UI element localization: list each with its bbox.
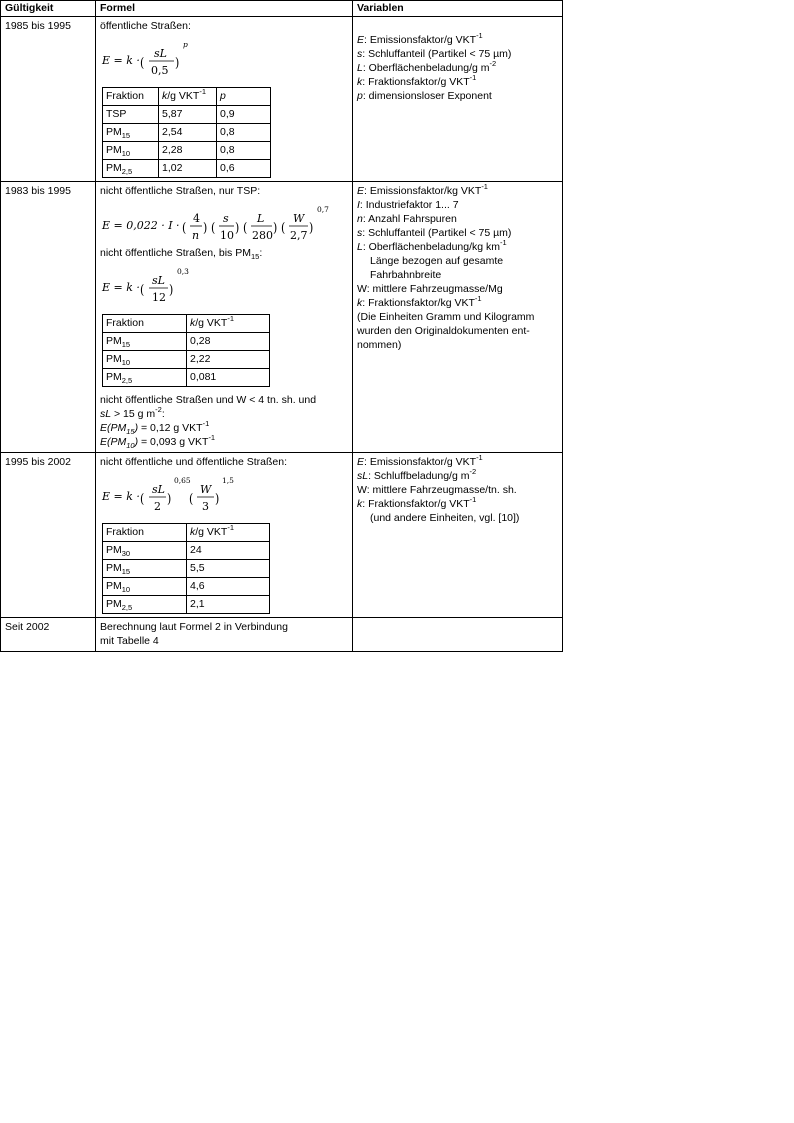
validity-cell: 1985 bis 1995 — [1, 17, 96, 182]
svg-text:): ) — [215, 491, 220, 507]
formula-intro: nicht öffentliche und öffentliche Straßen: — [100, 456, 287, 468]
header-variables: Variablen — [353, 1, 563, 17]
formula-cell — [96, 17, 353, 182]
validity-cell: 1995 bis 2002 — [1, 453, 96, 618]
variable-line: k: Fraktionsfaktor/g $VKT^{-1}$ — [357, 73, 477, 88]
svg-text:): ) — [169, 282, 174, 298]
formula-denominator: 0,5 — [151, 64, 169, 77]
variable-line: s: Schluffanteil (Partikel < 75 µm) — [357, 48, 512, 60]
svg-text:E = k ·: E = k · — [102, 490, 140, 503]
svg-text:2: 2 — [154, 500, 161, 513]
table-row — [1, 453, 563, 618]
svg-text:sL: sL — [152, 483, 165, 496]
variable-line: W: mittlere Fahrzeugmasse/Mg — [357, 283, 503, 295]
svg-text:): ) — [175, 55, 180, 71]
fraction-table-2 — [102, 314, 270, 387]
svg-text:0,65: 0,65 — [174, 476, 191, 485]
variable-line: E: Emissionsfaktor/g $VKT^{-1}$ — [357, 453, 483, 468]
svg-text:12: 12 — [152, 291, 166, 304]
formula-cell: Berechnung laut Formel 2 in Verbindung mit Tabelle 4 — [96, 618, 353, 652]
variable-line: L: Oberflächenbeladung/kg $km^{-1}$ — [357, 238, 507, 253]
fraction-table-1 — [102, 87, 271, 178]
formula-intro: nicht öffentliche Straßen, nur TSP: — [100, 185, 261, 197]
header-formula: Formel — [96, 1, 353, 17]
table-row: $PM_{2,5}$ 1,02 0,6 — [103, 160, 271, 178]
header-row — [1, 1, 563, 17]
variables-cell — [353, 453, 563, 618]
svg-text:n: n — [192, 229, 200, 242]
table-row: $PM_{15}$ 0,28 — [103, 333, 270, 351]
validity-cell: 1983 bis 1995 — [1, 182, 96, 453]
variable-line: I: Industriefaktor 1... 7 — [357, 199, 459, 211]
formula-1 — [100, 37, 349, 81]
variable-line: sL: Schluffbeladung/g $m^{-2}$ — [357, 467, 477, 482]
svg-text:sL: sL — [152, 274, 165, 287]
table-row: $PM_{10}$ 2,28 0,8 — [103, 142, 271, 160]
unit-note: nommen) — [357, 339, 402, 351]
sub-header-k: k/g $VKT^{-1}$ — [159, 88, 217, 106]
variable-line: E: Emissionsfaktor/kg $VKT^{-1}$ — [357, 182, 488, 197]
sub-header-p: p — [217, 88, 271, 106]
svg-text:3: 3 — [202, 500, 209, 513]
formula-cell — [96, 182, 353, 453]
table-row: $PM_{10}$ 4,6 — [103, 578, 270, 596]
header-validity: Gültigkeit — [1, 1, 96, 17]
table-row: TSP 5,87 0,9 — [103, 106, 271, 124]
formula-lhs: E = k · — [102, 54, 140, 67]
svg-text:(: ( — [189, 491, 194, 507]
table-row — [1, 618, 563, 652]
formula-3 — [100, 473, 349, 517]
table-row — [1, 182, 563, 453]
emission-formula-table — [0, 0, 563, 652]
svg-text:(: ( — [281, 220, 286, 236]
note-line: nicht öffentliche Straßen und W < 4 tn. sh. und — [100, 394, 317, 406]
svg-text:): ) — [309, 220, 314, 236]
svg-text:(: ( — [211, 220, 216, 236]
formula-numerator: sL — [154, 47, 167, 60]
formula-2b — [100, 264, 349, 308]
svg-text:(: ( — [182, 220, 187, 236]
variables-cell — [353, 182, 563, 453]
svg-text:s: s — [223, 212, 229, 225]
sub-header-fraction: Fraktion — [103, 88, 159, 106]
svg-text:): ) — [167, 491, 172, 507]
variable-line: L: Oberflächenbeladung/g $m^{-2}$ — [357, 59, 497, 74]
formula-intro: nicht öffentliche Straßen, bis $PM_{15}$: — [100, 247, 263, 261]
svg-text:E = 0,022 · I ·: E = 0,022 · I · — [102, 219, 180, 232]
variable-line: W: mittlere Fahrzeugmasse/tn. sh. — [357, 484, 517, 496]
svg-text:10: 10 — [220, 229, 234, 242]
note-line: $E(PM_{10}) = 0,093$ g $VKT^{-1}$ — [100, 433, 216, 450]
sub-header-row — [103, 88, 271, 106]
variable-line: n: Anzahl Fahrspuren — [357, 213, 457, 225]
svg-text:(: ( — [243, 220, 248, 236]
svg-text:0,3: 0,3 — [177, 267, 189, 276]
svg-text:): ) — [273, 220, 278, 236]
svg-text:4: 4 — [193, 212, 200, 225]
table-row: $PM_{2,5}$ 2,1 — [103, 596, 270, 614]
variable-cont: (und andere Einheiten, vgl. [10]) — [370, 512, 520, 524]
svg-text:0,7: 0,7 — [317, 205, 329, 214]
unit-note: wurden den Originaldokumenten ent- — [357, 325, 530, 337]
variables-cell — [353, 618, 563, 652]
svg-text:(: ( — [140, 282, 145, 298]
table-row: $PM_{10}$ 2,22 — [103, 351, 270, 369]
table-row: $PM_{15}$ 5,5 — [103, 560, 270, 578]
svg-text:(: ( — [140, 55, 145, 71]
svg-text:E = k ·: E = k · — [102, 281, 140, 294]
variable-cont: Länge bezogen auf gesamte — [370, 255, 504, 267]
unit-note: (Die Einheiten Gramm und Kilogramm — [357, 311, 535, 323]
table-row: $PM_{15}$ 2,54 0,8 — [103, 124, 271, 142]
sub-header-row: Fraktion k/g $VKT^{-1}$ — [103, 315, 270, 333]
table-row: $PM_{2,5}$ 0,081 — [103, 369, 270, 387]
variable-line: k: Fraktionsfaktor/g $VKT^{-1}$ — [357, 495, 477, 510]
variable-line: k: Fraktionsfaktor/kg $VKT^{-1}$ — [357, 294, 482, 309]
svg-text:280: 280 — [252, 229, 273, 242]
variable-line: E: Emissionsfaktor/g $VKT^{-1}$ — [357, 31, 483, 46]
formula-exponent: p — [183, 40, 188, 49]
svg-text:): ) — [235, 220, 240, 236]
variables-cell — [353, 17, 563, 182]
variable-cont: Fahrbahnbreite — [370, 269, 442, 281]
formula-cell — [96, 453, 353, 618]
note-line: sL > 15 g $m^{-2}$: — [100, 405, 165, 420]
sub-header-row: Fraktion k/g $VKT^{-1}$ — [103, 524, 270, 542]
formula-2a — [100, 202, 349, 246]
note-line: $E(PM_{15}) = 0,12$ g $VKT^{-1}$ — [100, 419, 210, 436]
fraction-table-3 — [102, 523, 270, 614]
validity-cell: Seit 2002 — [1, 618, 96, 652]
svg-text:W: W — [200, 483, 212, 496]
formula-intro: öffentliche Straßen: — [100, 20, 191, 32]
variable-line: p: dimensionsloser Exponent — [357, 90, 492, 102]
svg-text:): ) — [203, 220, 208, 236]
variable-line: s: Schluffanteil (Partikel < 75 µm) — [357, 227, 512, 239]
svg-text:1,5: 1,5 — [222, 476, 234, 485]
table-row: $PM_{30}$ 24 — [103, 542, 270, 560]
svg-text:W: W — [293, 212, 305, 225]
svg-text:(: ( — [140, 491, 145, 507]
svg-text:2,7: 2,7 — [290, 229, 308, 242]
svg-text:L: L — [257, 212, 265, 225]
table-row — [1, 17, 563, 182]
